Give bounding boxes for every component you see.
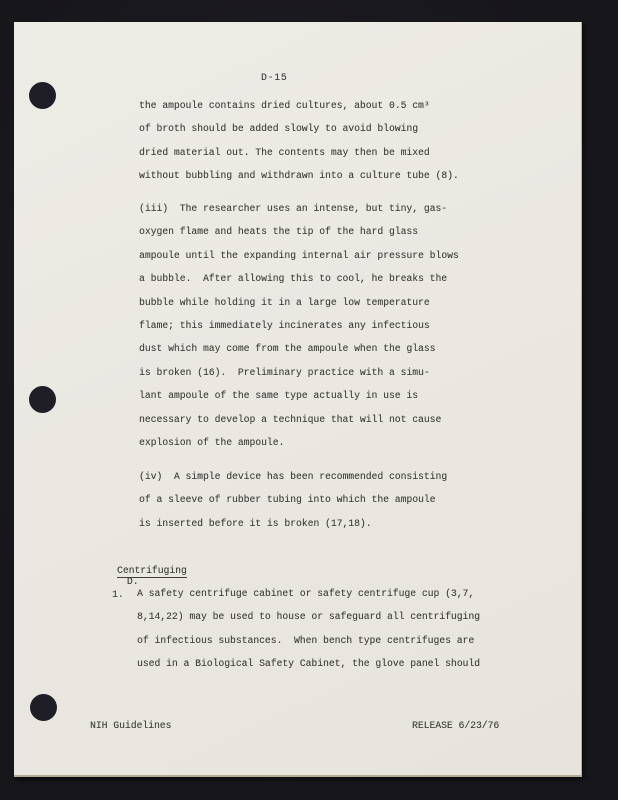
text-line: dust which may come from the ampoule when the glass <box>139 343 436 355</box>
text-line: oxygen flame and heats the tip of the hard glass <box>139 226 419 238</box>
text-line: bubble while holding it in a large low temperature <box>139 296 430 308</box>
paragraph-iv-rubber-sleeve <box>139 465 447 535</box>
paragraph-iii-flame-method <box>139 197 459 454</box>
page-number: D-15 <box>261 72 288 83</box>
text-line: flame; this immediately incinerates any infectious <box>139 320 430 332</box>
hole-punch-bottom <box>30 694 57 721</box>
text-line: of broth should be added slowly to avoid blowing <box>139 123 419 135</box>
text-line: dried material out. The contents may then be mixed <box>139 146 430 158</box>
document-page <box>14 22 582 777</box>
text-line: of a sleeve of rubber tubing into which the ampoule <box>139 494 436 506</box>
text-line: a bubble. After allowing this to cool, he breaks the <box>139 273 448 285</box>
text-line: (iv) A simple device has been recommended consisting <box>139 471 448 482</box>
text-line: the ampoule contains dried cultures, about 0.5 cm³ <box>139 100 430 111</box>
hole-punch-top <box>29 82 56 109</box>
footer-document-title: NIH Guidelines <box>90 720 172 731</box>
text-line: lant ampoule of the same type actually in use is <box>139 390 419 402</box>
section-heading-centrifuging <box>92 565 187 609</box>
list-item-1-text <box>137 582 480 676</box>
paragraph-ampoule-cultures <box>139 94 459 188</box>
text-line: is broken (16). Preliminary practice with a simu- <box>139 366 430 378</box>
text-line: without bubbling and withdrawn into a culture tube (8). <box>139 170 459 182</box>
hole-punch-middle <box>29 386 56 413</box>
text-line: ampoule until the expanding internal air pressure blows <box>139 249 459 261</box>
text-line: (iii) The researcher uses an intense, but tiny, gas- <box>139 203 448 214</box>
text-line: necessary to develop a technique that will not cause <box>139 413 442 425</box>
section-title: Centrifuging <box>117 565 187 576</box>
list-item-1-number: 1. <box>112 589 124 600</box>
footer-release-date: RELEASE 6/23/76 <box>412 720 500 731</box>
text-line: explosion of the ampoule. <box>139 437 285 449</box>
text-line: A safety centrifuge cabinet or safety centrifuge cup (3,7, <box>137 588 475 599</box>
text-line: 8,14,22) may be used to house or safeguard all centrifuging <box>137 611 480 623</box>
section-label: D. <box>126 576 139 587</box>
text-line: used in a Biological Safety Cabinet, the glove panel should <box>137 658 480 670</box>
text-line: is inserted before it is broken (17,18). <box>139 517 372 529</box>
text-line: of infectious substances. When bench type centrifuges are <box>137 634 475 646</box>
